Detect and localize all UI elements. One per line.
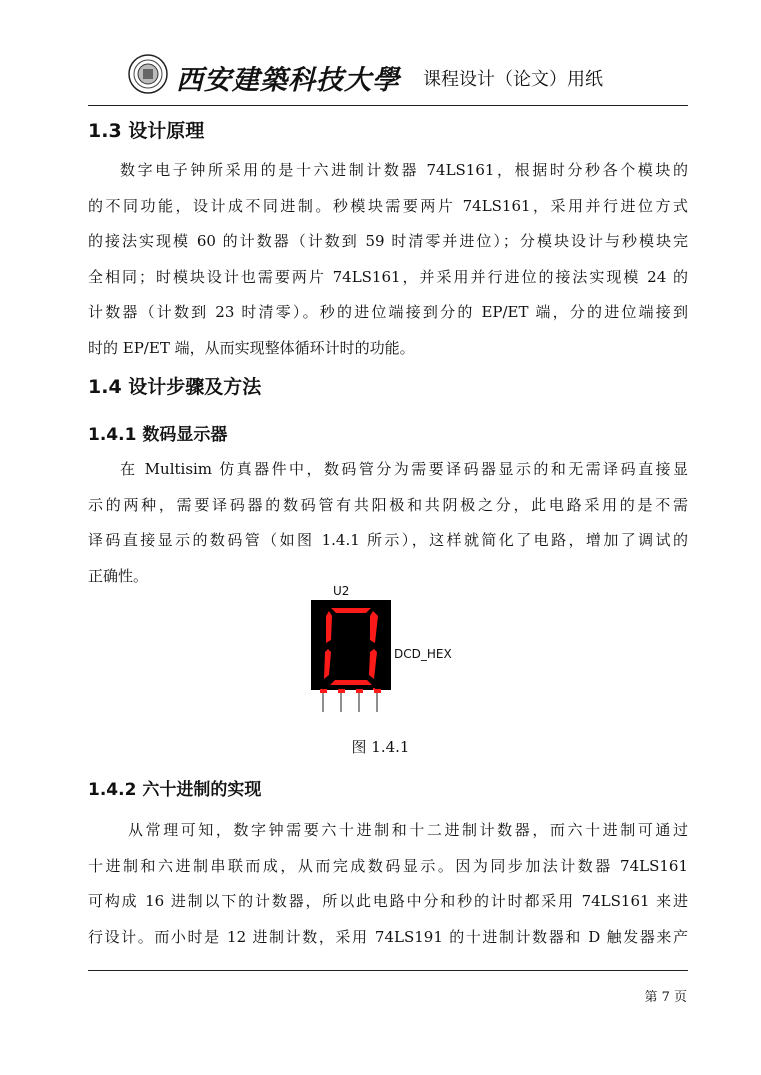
text-line: 计数器（计数到 23 时清零）。秒的进位端接到分的 EP/ET 端，分的进位端接到 bbox=[88, 303, 688, 321]
seven-segment-display bbox=[311, 600, 391, 715]
text-line: 译码直接显示的数码管（如图 1.4.1 所示），这样就简化了电路，增加了调试的 bbox=[88, 531, 688, 549]
university-name: 西安建築科技大學 bbox=[176, 65, 400, 96]
text-line: 可构成 16 进制以下的计数器，所以此电路中分和秒的计时都采用 74LS161 来进 bbox=[88, 892, 688, 910]
section-heading-1-3: 1.3 设计原理 bbox=[88, 120, 205, 142]
text-line: 在 Multisim 仿真器件中，数码管分为需要译码器显示的和无需译码直接显 bbox=[120, 460, 688, 478]
section-heading-1-4: 1.4 设计步骤及方法 bbox=[88, 376, 262, 398]
page-number: 第 7 页 bbox=[644, 990, 687, 1005]
text-line: 从常理可知，数字钟需要六十进制和十二进制计数器，而六十进制可通过 bbox=[128, 821, 688, 839]
text-line: 正确性。 bbox=[88, 566, 149, 585]
component-label: U2 bbox=[333, 584, 350, 598]
figure-caption: 图 1.4.1 bbox=[351, 738, 410, 756]
section-heading-1-4-2: 1.4.2 六十进制的实现 bbox=[88, 780, 262, 800]
paragraph-1-4-2 bbox=[88, 813, 688, 955]
text-line: 时的 EP/ET 端，从而实现整体循环计时的功能。 bbox=[88, 338, 415, 357]
text-line: 十进制和六进制串联而成，从而完成数码显示。因为同步加法计数器 74LS161 bbox=[88, 856, 688, 875]
paragraph-1-3 bbox=[88, 153, 688, 366]
paragraph-1-4-1 bbox=[88, 452, 688, 594]
text-line: 行设计。而小时是 12 进制计数，采用 74LS191 的十进制计数器和 D 触发器来产 bbox=[88, 927, 688, 946]
text-line: 数字电子钟所采用的是十六进制计数器 74LS161，根据时分秒各个模块的 bbox=[120, 161, 688, 179]
paper-title: 课程设计（论文）用纸 bbox=[423, 69, 603, 90]
text-line: 示的两种，需要译码器的数码管有共阳极和共阴极之分，此电路采用的是不需 bbox=[88, 495, 688, 514]
page-header bbox=[88, 48, 688, 100]
text-line: 的不同功能，设计成不同进制。秒模块需要两片 74LS161，采用并行进位方式 bbox=[88, 196, 688, 215]
header-divider bbox=[88, 105, 688, 106]
footer-divider bbox=[88, 970, 688, 971]
part-name-label: DCD_HEX bbox=[394, 647, 452, 661]
university-seal-icon bbox=[128, 54, 168, 94]
text-line: 全相同；时模块设计也需要两片 74LS161，并采用并行进位的接法实现模 24 的 bbox=[88, 267, 688, 286]
section-heading-1-4-1: 1.4.1 数码显示器 bbox=[88, 425, 228, 445]
seven-segment-figure bbox=[308, 580, 468, 715]
text-line: 的接法实现模 60 的计数器（计数到 59 时清零并进位）；分模块设计与秒模块完 bbox=[88, 232, 688, 250]
